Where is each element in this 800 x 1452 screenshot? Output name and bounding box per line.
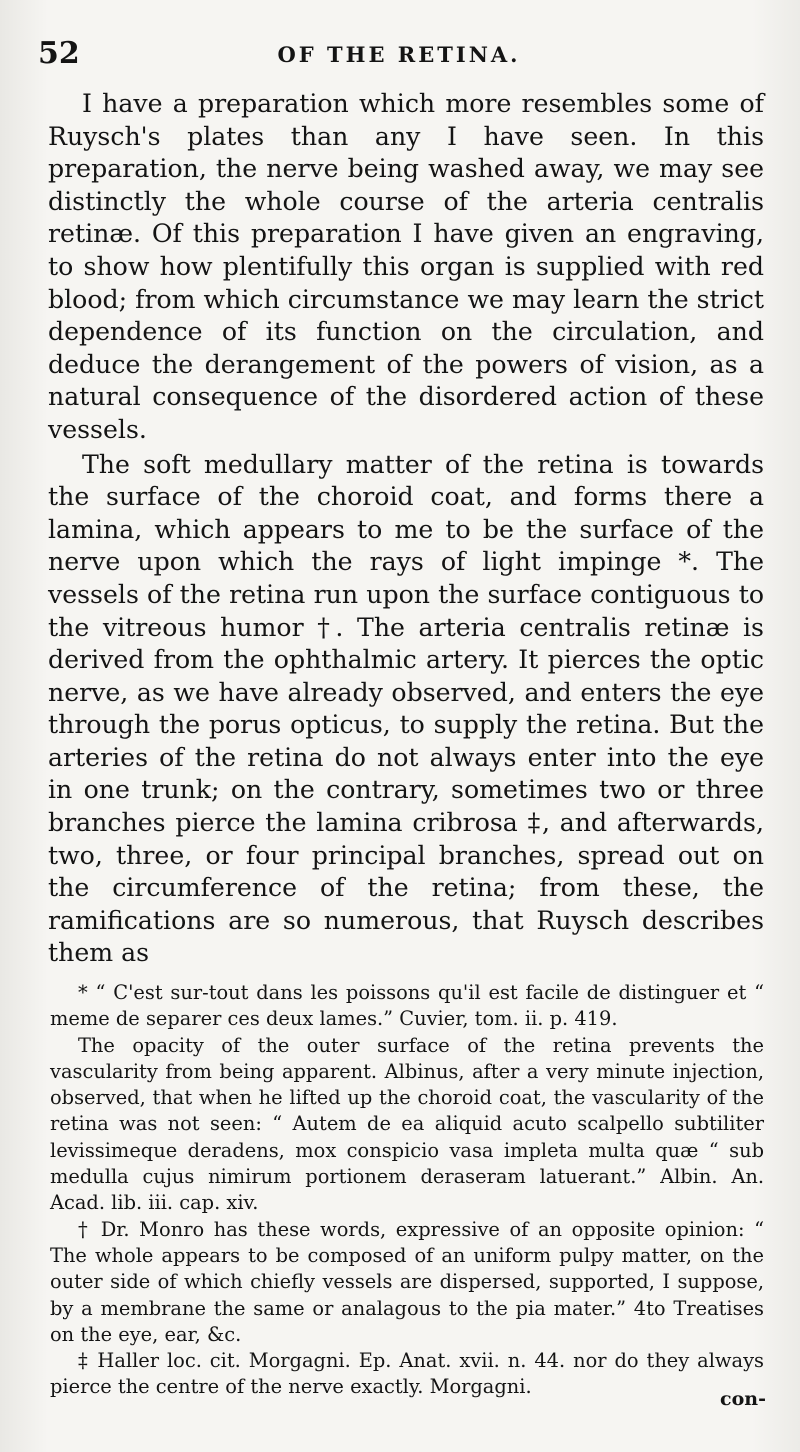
body-text: [48, 88, 764, 970]
footnote-1-continued: The opacity of the outer surface of the retina prevents the vascularity from being apparent. Albinus, after a very minute injection, observed, that when he lifted up the choroid coat, the vascularity of the retina was not seen: “ Autem de ea aliquid acuto scalpello subtiliter levissimeque deradens, mox conspicio vasa impleta multa quæ “ sub medulla cujus nimirum portionem deraseram latuerant.” Albin. An. Acad. lib. iii. cap. xiv.: [50, 1033, 764, 1215]
paragraph-1: I have a preparation which more resembles some of Ruysch's plates than any I have seen. In this preparation, the nerve being washed away, we may see distinctly the whole course of the arteria centralis retinæ. Of this preparation I have given an engraving, to show how plentifully this organ is supplied with red blood; from which circumstance we may learn the strict dependence of its function on the circulation, and deduce the derangement of the powers of vision, as a natural consequence of the disordered action of these vessels.: [48, 89, 764, 444]
running-head: OF THE RETINA.: [277, 42, 521, 67]
footnotes: [50, 980, 764, 1401]
footnote-2: † Dr. Monro has these words, expressive of an opposite opinion: “ The whole appears to be composed of an uniform pulpy matter, on the outer side of which chiefly vessels are dispersed, supported, I suppose, by a membrane the same or analagous to the pia mater.” 4to Treatises on the eye, ear, &c.: [50, 1217, 764, 1346]
page-number: 52: [38, 36, 80, 71]
paragraph-2: The soft medullary matter of the retina is towards the surface of the choroid coat, and forms there a lamina, which appears to me to be the surface of the nerve upon which the rays of light impinge *. The vessels of the retina run upon the surface contiguous to the vitreous humor †. The arteria centralis retinæ is derived from the ophthalmic artery. It pierces the optic nerve, as we have already observed, and enters the eye through the porus opticus, to supply the retina. But the arteries of the retina do not always enter into the eye in one trunk; on the contrary, sometimes two or three branches pierce the lamina cribrosa ‡, and afterwards, two, three, or four principal branches, spread out on the circumference of the retina; from these, the ramifications are so numerous, that Ruysch describes them as: [48, 449, 764, 968]
catchword: con-: [720, 1388, 766, 1410]
footnote-1: * “ C'est sur-tout dans les poissons qu'il est facile de distinguer et “ meme de separer ces deux lames.” Cuvier, tom. ii. p. 419.: [50, 981, 764, 1031]
page-header: [38, 36, 760, 76]
footnote-3: ‡ Haller loc. cit. Morgagni. Ep. Anat. xvii. n. 44. nor do they always pierce the centre of the nerve exactly. Morgagni.: [50, 1349, 764, 1399]
